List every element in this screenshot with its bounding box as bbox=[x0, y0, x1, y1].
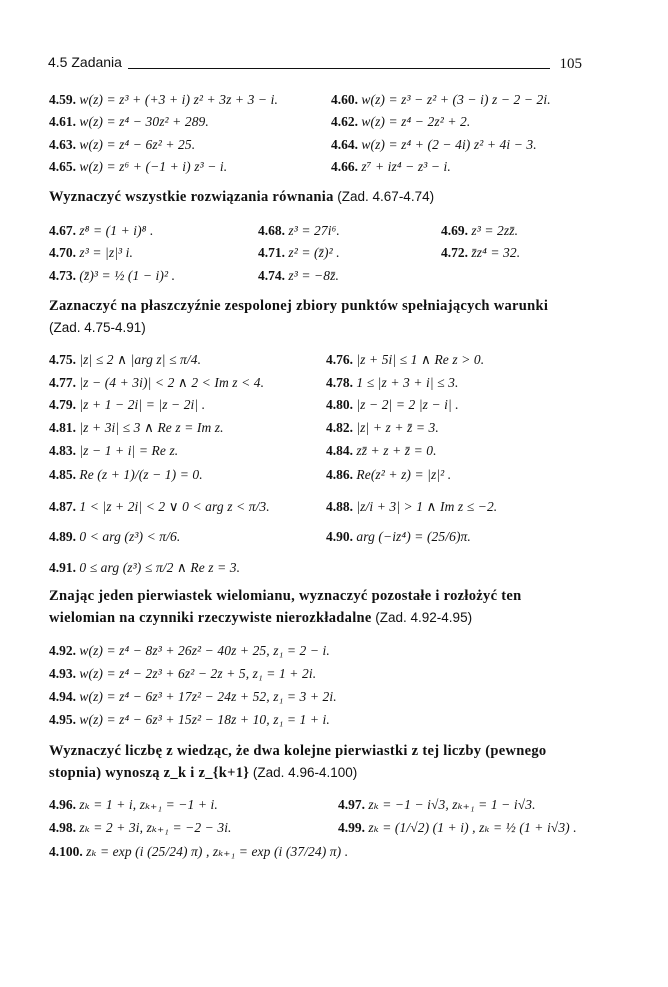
exercise-item: 4.97. zₖ = −1 − i√3, zₖ₊₁ = 1 − i√3. bbox=[338, 797, 536, 812]
exercise-item: 4.99. zₖ = (1/√2) (1 + i) , zₖ = ½ (1 + i√3) . bbox=[338, 820, 577, 835]
exercise-item: 4.77. |z − (4 + 3i)| < 2 ∧ 2 < Im z < 4. bbox=[49, 375, 265, 390]
running-header bbox=[48, 52, 582, 72]
exercise-item: 4.76. |z + 5i| ≤ 1 ∧ Re z > 0. bbox=[326, 352, 485, 367]
exercise-item: 4.60. w(z) = z³ − z² + (3 − i) z − 2 − 2i. bbox=[331, 92, 551, 107]
exercise-item: 4.87. 1 < |z + 2i| < 2 ∨ 0 < arg z < π/3. bbox=[49, 499, 270, 514]
exercise-item: 4.61. w(z) = z⁴ − 30z² + 289. bbox=[49, 114, 209, 129]
exercise-item: 4.70. z³ = |z|³ i. bbox=[49, 245, 133, 260]
exercise-item: 4.69. z³ = 2zz̄. bbox=[441, 223, 519, 238]
exercise-item: 4.72. z̄z⁴ = 32. bbox=[441, 245, 521, 260]
exercise-item: 4.92. w(z) = z⁴ − 8z³ + 26z² − 40z + 25, z₁ = 2 − i. bbox=[49, 643, 330, 658]
exercise-item: 4.82. |z| + z + z̄ = 3. bbox=[326, 420, 439, 435]
section-instruction: Znając jeden pierwiastek wielomianu, wyznaczyć pozostałe i rozłożyć ten wielomian na czynniki rzeczywiste nierozkładalne (Zad. 4.92-4.95) bbox=[49, 588, 522, 626]
exercise-item: 4.65. w(z) = z⁶ + (−1 + i) z³ − i. bbox=[49, 159, 228, 174]
exercise-item: 4.68. z³ = 27i⁶. bbox=[258, 223, 340, 238]
exercise-item: 4.64. w(z) = z⁴ + (2 − 4i) z² + 4i − 3. bbox=[331, 137, 537, 152]
exercise-item: 4.98. zₖ = 2 + 3i, zₖ₊₁ = −2 − 3i. bbox=[49, 820, 232, 835]
section-instruction: Wyznaczyć liczbę z wiedząc, że dwa kolejne pierwiastki z tej liczby (pewnego stopnia) wynoszą z_k i z_{k+1} (Zad. 4.96-4.100) bbox=[49, 743, 547, 781]
exercise-item: 4.90. arg (−iz⁴) = (25/6)π. bbox=[326, 529, 471, 544]
exercise-item: 4.84. zz̄ + z + z̄ = 0. bbox=[326, 443, 437, 458]
exercise-item: 4.73. (z̄)³ = ½ (1 − i)² . bbox=[49, 268, 176, 283]
exercise-item: 4.62. w(z) = z⁴ − 2z² + 2. bbox=[331, 114, 471, 129]
exercise-item: 4.63. w(z) = z⁴ − 6z² + 25. bbox=[49, 137, 196, 152]
exercise-item: 4.66. z⁷ + iz⁴ − z³ − i. bbox=[331, 159, 451, 174]
exercise-item: 4.94. w(z) = z⁴ − 6z³ + 17z² − 24z + 52, z₁ = 3 + 2i. bbox=[49, 689, 337, 704]
exercise-item: 4.78. 1 ≤ |z + 3 + i| ≤ 3. bbox=[326, 375, 459, 390]
exercise-item: 4.79. |z + 1 − 2i| = |z − 2i| . bbox=[49, 397, 206, 412]
exercise-item: 4.74. z³ = −8z̄. bbox=[258, 268, 339, 283]
section-instruction: Zaznaczyć na płaszczyźnie zespolonej zbiory punktów spełniających warunki (Zad. 4.75-4.91) bbox=[49, 298, 549, 335]
section-instruction: Wyznaczyć wszystkie rozwiązania równania (Zad. 4.67-4.74) bbox=[49, 189, 435, 205]
exercise-item: 4.59. w(z) = z³ + (+3 + i) z² + 3z + 3 − i. bbox=[49, 92, 278, 107]
exercise-item: 4.83. |z − 1 + i| = Re z. bbox=[49, 443, 179, 458]
exercise-item: 4.95. w(z) = z⁴ − 6z³ + 15z² − 18z + 10, z₁ = 1 + i. bbox=[49, 712, 330, 727]
header-rule bbox=[128, 68, 550, 69]
exercise-item: 4.91. 0 ≤ arg (z³) ≤ π/2 ∧ Re z = 3. bbox=[49, 560, 241, 575]
page-number: 105 bbox=[559, 56, 582, 72]
exercise-item: 4.96. zₖ = 1 + i, zₖ₊₁ = −1 + i. bbox=[49, 797, 218, 812]
exercise-item: 4.67. z⁸ = (1 + i)⁸ . bbox=[49, 223, 154, 238]
exercise-item: 4.85. Re (z + 1)/(z − 1) = 0. bbox=[49, 467, 203, 482]
exercise-item: 4.71. z² = (z̄)² . bbox=[258, 245, 340, 260]
section-title: 4.5 Zadania bbox=[48, 54, 122, 70]
exercise-item: 4.86. Re(z² + z) = |z|² . bbox=[326, 467, 452, 482]
exercise-item: 4.80. |z − 2| = 2 |z − i| . bbox=[326, 397, 459, 412]
exercise-item: 4.81. |z + 3i| ≤ 3 ∧ Re z = Im z. bbox=[49, 420, 224, 435]
exercise-item: 4.88. |z/i + 3| > 1 ∧ Im z ≤ −2. bbox=[326, 499, 498, 514]
exercise-item: 4.100. zₖ = exp (i (25/24) π) , zₖ₊₁ = exp (i (37/24) π) . bbox=[49, 844, 349, 859]
exercise-item: 4.75. |z| ≤ 2 ∧ |arg z| ≤ π/4. bbox=[49, 352, 202, 367]
exercise-item: 4.93. w(z) = z⁴ − 2z³ + 6z² − 2z + 5, z₁ = 1 + 2i. bbox=[49, 666, 317, 681]
exercise-item: 4.89. 0 < arg (z³) < π/6. bbox=[49, 529, 181, 544]
